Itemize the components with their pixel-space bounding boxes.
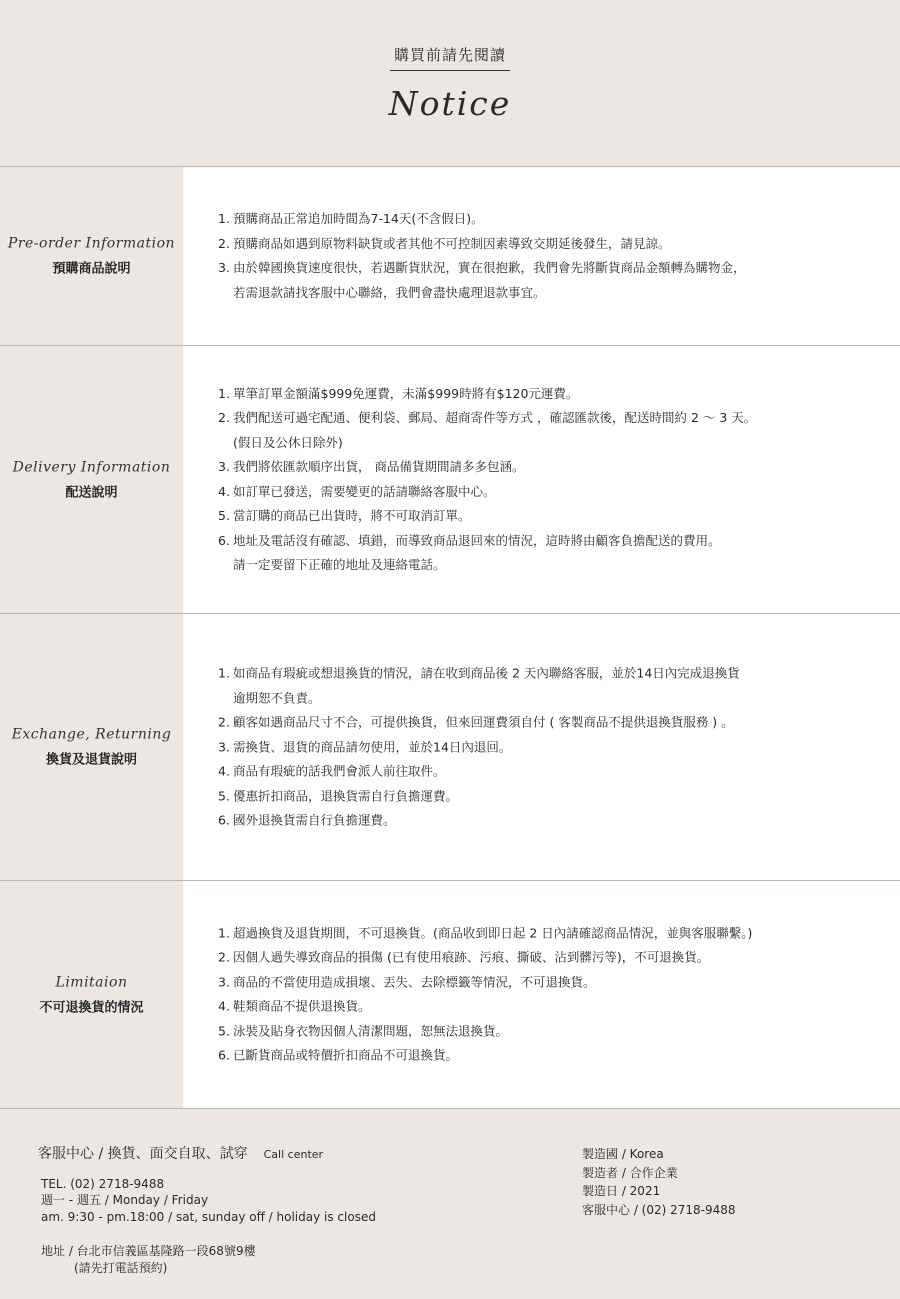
item-text: 顧客如遇商品尺寸不合，可提供換貨，但來回運費須自付 ( 客製商品不提供退換貨服務 ) 。 [233,714,734,730]
item-list [218,921,752,1068]
item-text: 由於韓國換貨速度很快，若遇斷貨狀況，實在很抱歉，我們會先將斷貨商品金額轉為購物金， [233,260,746,275]
item-number: 6. [218,1047,230,1063]
item-number: 4. [218,763,230,779]
item-number: 3. [218,260,230,275]
item-list [218,207,746,305]
section-exchange [0,614,900,880]
list-item [218,661,740,686]
item-number: 5. [218,508,230,523]
section-title-en: Limitaion [55,974,128,990]
item-text: 超過換貨及退貨期間，不可退換貨。(商品收到即日起 2 日內請確認商品情況，並與客服聯繫。) [233,925,753,940]
item-number: 4. [218,998,230,1014]
item-text: 因個人過失導致商品的損傷 (已有使用痕跡、污痕、撕破、沾到髒污等)，不可退換貨。 [233,949,710,965]
notice-title: Notice [388,84,512,123]
list-item [218,529,756,554]
list-item [218,232,746,257]
list-item [218,480,756,505]
list-item [218,946,752,971]
section-title-en: Delivery Information [12,459,171,475]
item-text: 我們配送可過宅配通、便利袋、郵局、超商寄件等方式 ，確認匯款後，配送時間約 2 ～ 3 天。 [233,410,757,425]
item-text: 商品的不當使用造成損壞、丟失、去除標籤等情況，不可退換貨。 [233,974,596,989]
list-item [218,1019,752,1044]
list-item [218,759,740,784]
item-number: 1. [218,211,230,226]
item-text: 逾期恕不負責。 [233,689,321,705]
mfg-call-center: 客服中心 / (02) 2718-9488 [582,1202,736,1217]
item-text: 泳裝及貼身衣物因個人清潔問題，恕無法退換貨。 [233,1023,509,1038]
list-item [218,784,740,809]
item-number: 1. [218,385,230,401]
item-text: 預購商品正常追加時間為7-14天(不含假日)。 [233,211,484,226]
list-item [218,504,756,529]
item-text: 地址及電話沒有確認、填錯，而導致商品退回來的情況，這時將由顧客負擔配送的費用。 [233,532,721,548]
item-text: 鞋類商品不提供退換貨。 [233,998,371,1014]
section-title-en: Pre-order Information [7,235,176,252]
section-title-en: Exchange, Returning [11,726,172,743]
mfg-maker: 製造者 / 合作企業 [582,1165,678,1180]
notice-kicker: 購買前請先閱讀 [390,44,510,71]
call-center-title: 客服中心 / 換貨、面交自取、試穿 Call center [38,1146,324,1162]
item-number: 2. [218,235,230,251]
section-content [183,346,900,613]
list-item [218,710,740,735]
item-text: 我們將依匯款順序出貨， 商品備貨期間請多多包涵。 [233,459,525,474]
item-number: 1. [218,665,230,681]
list-item [218,735,740,760]
call-center-subtitle: Call center [263,1148,324,1161]
address: 地址 / 台北市信義區基隆路一段68號9樓 [41,1244,256,1258]
section-delivery [0,346,900,613]
item-text: 優惠折扣商品，退換貨需自行負擔運費。 [233,787,459,803]
item-number: 5. [218,787,230,803]
list-item [218,686,740,711]
item-text: 若需退款請找客服中心聯絡，我們會盡快處理退款事宜。 [233,284,546,300]
item-text: 如訂單已發送，需要變更的話請聯絡客服中心。 [233,483,496,499]
list-item [218,207,746,232]
section-side [0,881,183,1108]
list-item [218,553,756,578]
item-number: 3. [218,738,230,754]
section-content [183,881,900,1108]
footer [0,1109,900,1299]
business-days: 週一 - 週五 / Monday / Friday [41,1193,209,1207]
business-hours: am. 9:30 - pm.18:00 / sat, sunday off / holiday is closed [41,1210,376,1224]
item-number: 4. [218,483,230,499]
item-number: 6. [218,532,230,548]
section-title-zh: 換貨及退貨說明 [45,752,137,768]
item-text: 需換貨、退貨的商品請勿使用，並於14日內退回。 [233,738,512,754]
list-item [218,455,756,480]
item-text: 預購商品如遇到原物料缺貨或者其他不可控制因素導致交期延後發生，請見諒。 [233,235,671,251]
section-side [0,346,183,613]
list-item [218,995,752,1020]
item-text: 如商品有瑕疵或想退換貨的情況，請在收到商品後 2 天內聯絡客服，並於14日內完成退換貨 [233,665,740,681]
list-item [218,281,746,306]
item-text: 請一定要留下正確的地址及連絡電話。 [233,557,446,572]
item-text: 當訂購的商品已出貨時，將不可取消訂單。 [233,508,471,523]
item-list [218,382,756,578]
list-item [218,256,746,281]
address-note: (請先打電話預約) [74,1261,168,1275]
item-text: 已斷貨商品或特價折扣商品不可退換貨。 [233,1047,459,1063]
item-number: 5. [218,1023,230,1038]
notice-header [0,0,900,166]
phone-number: TEL. (02) 2718-9488 [41,1177,165,1191]
item-text: 商品有瑕疵的話我們會派人前往取件。 [233,763,446,779]
item-number: 3. [218,974,230,989]
section-title-zh: 配送說明 [65,485,118,500]
list-item [218,382,756,407]
list-item [218,808,740,833]
item-text: 國外退換貨需自行負擔運費。 [233,812,396,828]
section-preorder [0,167,900,345]
item-text: (假日及公休日除外) [233,434,343,450]
item-number: 1. [218,925,230,940]
list-item [218,406,756,431]
list-item [218,1044,752,1069]
list-item [218,970,752,995]
item-number: 2. [218,714,230,730]
section-content [183,614,900,880]
item-text: 單筆訂單金額滿$999免運費，未滿$999時將有$120元運費。 [233,385,579,401]
section-title-zh: 預購商品說明 [52,261,131,277]
item-number: 2. [218,949,230,965]
item-list [218,661,740,833]
section-title-zh: 不可退換貨的情況 [39,1000,144,1015]
item-number: 6. [218,812,230,828]
mfg-country: 製造國 / Korea [582,1147,664,1161]
section-side [0,614,183,880]
list-item [218,431,756,456]
section-limitation [0,881,900,1108]
mfg-date: 製造日 / 2021 [582,1184,661,1198]
section-content [183,167,900,345]
item-number: 3. [218,459,230,474]
item-number: 2. [218,410,230,425]
manufacture-info [582,1145,736,1219]
section-side [0,167,183,345]
list-item [218,921,752,946]
